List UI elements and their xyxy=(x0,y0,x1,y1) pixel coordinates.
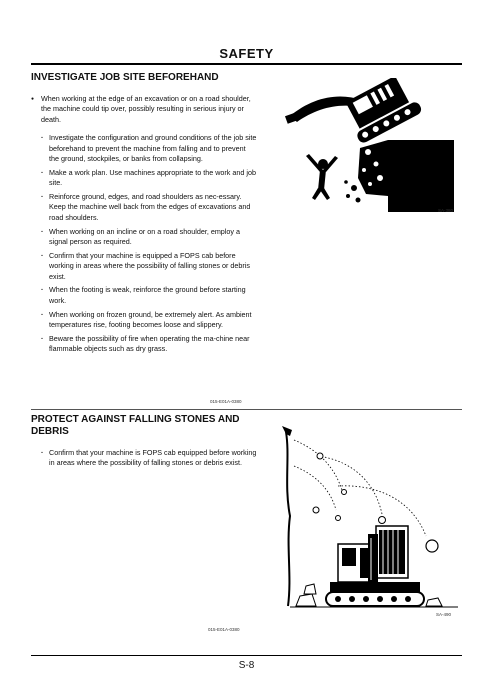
figure-code-sa490: SA-490 xyxy=(436,612,452,617)
section2-bullet-list xyxy=(41,448,257,469)
section2-body xyxy=(41,448,257,472)
list-item: · Reinforce ground, edges, and road shoulders as nec-essary. Keep the machine well back from the edges of excavations and road shoulders. xyxy=(41,192,257,223)
list-item: · Confirm that your machine is FOPS cab equipped before working in areas where the possibility of falling stones or debris exist. xyxy=(41,448,257,469)
reference-code-2: 015-E01A-0380 xyxy=(208,627,240,632)
list-item: · When working on an incline or on a road shoulder, employ a signal person as required. xyxy=(41,227,257,248)
section1-lead-paragraph: ● When working at the edge of an excavation or on a road shoulder, the machine could tip over, possibly resulting in serious injury or death. xyxy=(31,94,257,125)
list-item: · Confirm that your machine is equipped a FOPS cab before working in areas where the possibility of falling stones or debris exist. xyxy=(41,251,257,282)
falling-stones-illustration xyxy=(278,426,462,614)
page-number: S-8 xyxy=(238,660,255,671)
footer-rule xyxy=(31,655,462,656)
list-item: · Beware the possibility of fire when operating the ma-chine near flammable objects such as dry grass. xyxy=(41,334,257,355)
reference-code-1: 015-E01A-0380 xyxy=(210,399,242,404)
list-item: · Investigate the configuration and ground conditions of the job site beforehand to prevent the machine from falling and to prevent the ground, stockpiles, or banks from collapsing. xyxy=(41,133,257,164)
list-item: · Make a work plan. Use machines appropriate to the work and job site. xyxy=(41,168,257,189)
page-header-title: SAFETY xyxy=(219,46,274,61)
section-title-falling-stones: PROTECT AGAINST FALLING STONES AND DEBRIS xyxy=(31,414,240,437)
section1-body xyxy=(31,94,257,358)
machine-tipping-illustration xyxy=(282,78,462,218)
header-rule xyxy=(31,63,462,65)
section-title-investigate: INVESTIGATE JOB SITE BEFOREHAND xyxy=(31,72,219,83)
figure-code-sa380: SA-380 xyxy=(438,208,454,213)
section-divider xyxy=(31,409,462,410)
list-item: · When working on frozen ground, be extremely alert. As ambient temperatures rise, footing becomes loose and slippery. xyxy=(41,310,257,331)
list-item: · When the footing is weak, reinforce the ground before starting work. xyxy=(41,285,257,306)
section1-bullet-list xyxy=(41,133,257,354)
